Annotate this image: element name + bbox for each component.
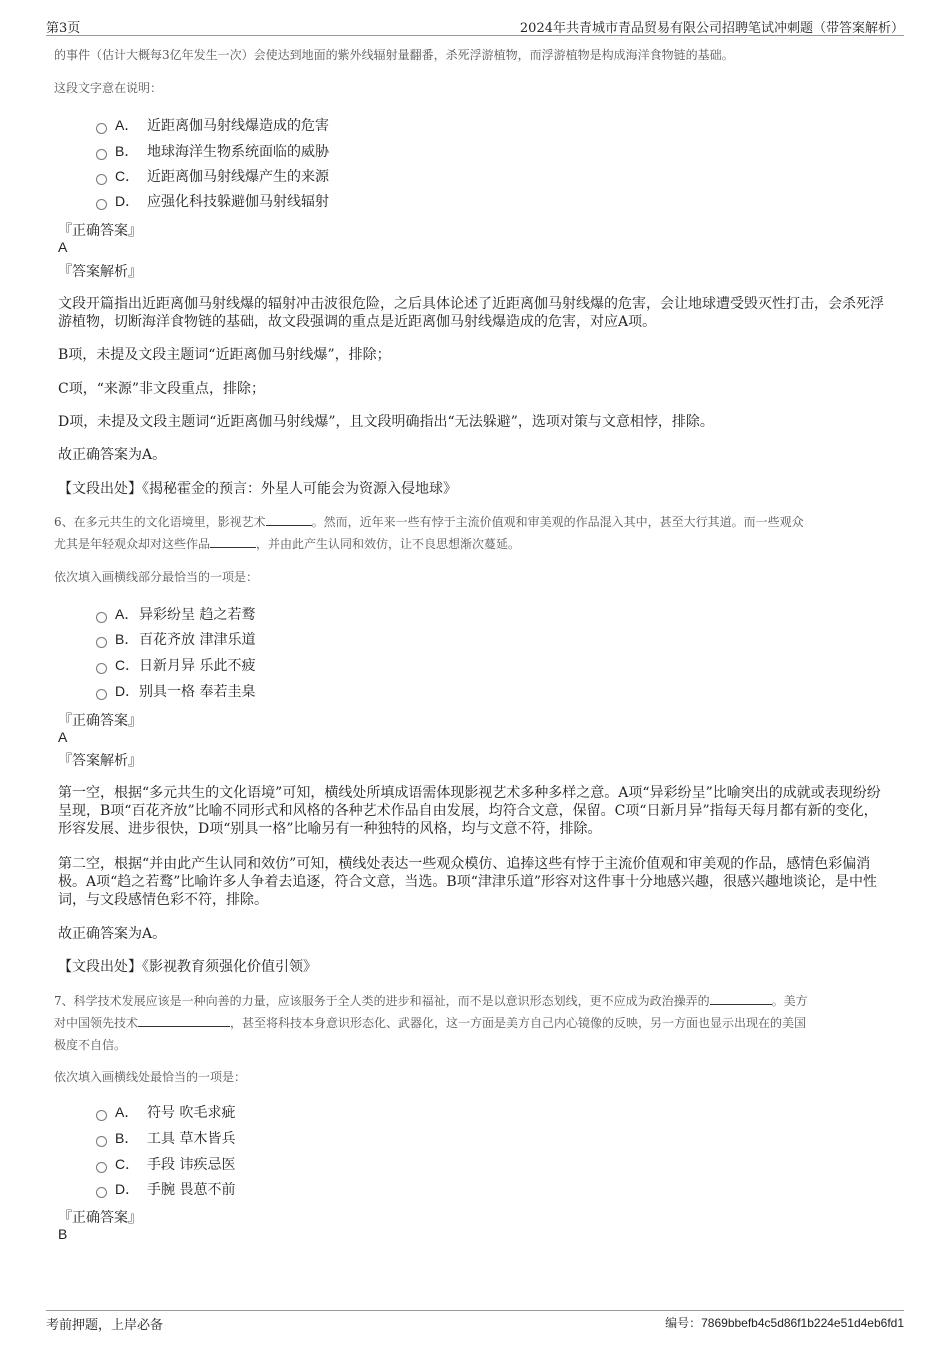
radio-button[interactable]: [96, 199, 107, 210]
footer-slogan: 考前押题，上岸必备: [46, 1318, 164, 1333]
q5-option-d[interactable]: D． 应强化科技躲避伽马射线辐射: [96, 191, 329, 211]
q7-stem-line-3: 极度不自信。: [54, 1038, 127, 1052]
document-id: 编号：7869bbefb4c5d86f1b224e51d4eb6fd1: [665, 1316, 904, 1330]
blank-line: [710, 992, 772, 1005]
radio-button[interactable]: [96, 174, 107, 185]
q6-answer-label: 『正确答案』: [58, 713, 142, 729]
q5-analysis-3: C项，“来源”非文段重点，排除；: [58, 381, 266, 397]
page-number: 第3页: [46, 21, 81, 36]
q6-analysis-1: 第一空，根据“多元共生的文化语境”可知，横线处所填成语需体现影视艺术多种多样之意。A项“异彩纷呈”比喻突出的成就或表现纷纷呈现，B项“百花齐放”比喻不同形式和风格的各种艺术作品自由发展，均符合文意，保留。C项“日新月异”指每天每月都有新的变化，形容发展、进步很快，D项“别具一格”比喻另有一种独特的风格，均与文意不符，排除。: [58, 785, 881, 837]
q5-analysis-1: 文段开篇指出近距离伽马射线爆的辐射冲击波很危险，之后具体论述了近距离伽马射线爆的危害，会让地球遭受毁灭性打击，会杀死浮游植物，切断海洋食物链的基础，故文段强调的重点是近距离伽马射线爆造成的危害，对应A项。: [58, 296, 884, 330]
q5-option-a[interactable]: A． 近距离伽马射线爆造成的危害: [96, 115, 329, 135]
radio-button[interactable]: [96, 637, 107, 648]
q6-stem-line-2: 尤其是年轻观众却对这些作品 ，并由此产生认同和效仿，让不良思想渐次蔓延。: [54, 537, 521, 551]
radio-button[interactable]: [96, 1110, 107, 1121]
q6-option-b[interactable]: B． 百花齐放 津津乐道: [96, 629, 255, 649]
blank-line: [138, 1014, 230, 1027]
q5-prompt: 这段文字意在说明：: [54, 81, 163, 95]
q7-answer-label: 『正确答案』: [58, 1210, 142, 1226]
q7-prompt: 依次填入画横线处最恰当的一项是：: [54, 1070, 247, 1084]
radio-button[interactable]: [96, 1136, 107, 1147]
q6-option-a[interactable]: A． 异彩纷呈 趋之若鹜: [96, 604, 255, 624]
q5-option-b[interactable]: B． 地球海洋生物系统面临的威胁: [96, 141, 329, 161]
q7-option-c[interactable]: C． 手段 讳疾忌医: [96, 1154, 235, 1174]
q6-option-d[interactable]: D． 别具一格 奉若圭臬: [96, 681, 255, 701]
q6-stem-line-1: 6、在多元共生的文化语境里，影视艺术 。然而，近年来一些有悖于主流价值观和审美观的作品混入其中，甚至大行其道。而一些观众: [54, 515, 804, 529]
q6-source: 【文段出处】《影视教育须强化价值引领》: [58, 959, 317, 975]
q7-option-b[interactable]: B． 工具 草木皆兵: [96, 1128, 235, 1148]
q6-analysis-2: 第二空，根据“并由此产生认同和效仿”可知，横线处表达一些观众模仿、追捧这些有悖于主流价值观和审美观的作品，感情色彩偏消极。A项“趋之若鹜”比喻许多人争着去追逐，符合文意，当选。B项“津津乐道”形容对这件事十分地感兴趣，很感兴趣地谈论，是中性词，与文段感情色彩不符，排除。: [58, 856, 878, 908]
header-divider: [46, 35, 904, 36]
document-title: 2024年共青城市青品贸易有限公司招聘笔试冲刺题（带答案解析）: [519, 21, 904, 36]
q5-analysis-5: 故正确答案为A。: [58, 447, 167, 463]
radio-button[interactable]: [96, 1162, 107, 1173]
radio-button[interactable]: [96, 612, 107, 623]
q5-option-c[interactable]: C． 近距离伽马射线爆产生的来源: [96, 166, 329, 186]
q6-answer: A: [58, 729, 68, 745]
radio-button[interactable]: [96, 123, 107, 134]
radio-button[interactable]: [96, 663, 107, 674]
q5-stem-tail: 的事件（估计大概每3亿年发生一次）会使达到地面的紫外线辐射量翻番，杀死浮游植物，而浮游植物是构成海洋食物链的基础。: [54, 48, 734, 62]
q5-answer-label: 『正确答案』: [58, 223, 142, 239]
footer-divider: [46, 1310, 904, 1311]
radio-button[interactable]: [96, 1187, 107, 1198]
q5-answer: A: [58, 239, 68, 255]
q6-analysis-label: 『答案解析』: [58, 753, 142, 769]
q7-option-d[interactable]: D． 手腕 畏葸不前: [96, 1179, 235, 1199]
blank-line: [266, 513, 312, 526]
blank-line: [210, 535, 256, 548]
q7-stem-line-2: 对中国领先技术 ，甚至将科技本身意识形态化、武器化，这一方面是美方自己内心镜像的反映，另一方面也显示出现在的美国: [54, 1016, 807, 1030]
q7-stem-line-1: 7、科学技术发展应该是一种向善的力量，应该服务于全人类的进步和福祉，而不是以意识形态划线，更不应成为政治操弄的 。美方: [54, 994, 808, 1008]
q5-analysis-2: B项，未提及文段主题词“近距离伽马射线爆”，排除；: [58, 347, 391, 363]
q7-option-a[interactable]: A． 符号 吹毛求疵: [96, 1102, 235, 1122]
q5-analysis-label: 『答案解析』: [58, 264, 142, 280]
q5-source: 【文段出处】《揭秘霍金的预言：外星人可能会为资源入侵地球》: [58, 481, 457, 497]
q6-option-c[interactable]: C． 日新月异 乐此不疲: [96, 655, 255, 675]
radio-button[interactable]: [96, 149, 107, 160]
radio-button[interactable]: [96, 689, 107, 700]
q7-answer: B: [58, 1226, 68, 1242]
q6-analysis-3: 故正确答案为A。: [58, 926, 167, 942]
q6-prompt: 依次填入画横线部分最恰当的一项是：: [54, 570, 259, 584]
q5-analysis-4: D项，未提及文段主题词“近距离伽马射线爆”，且文段明确指出“无法躲避”，选项对策与文意相悖，排除。: [58, 414, 714, 430]
